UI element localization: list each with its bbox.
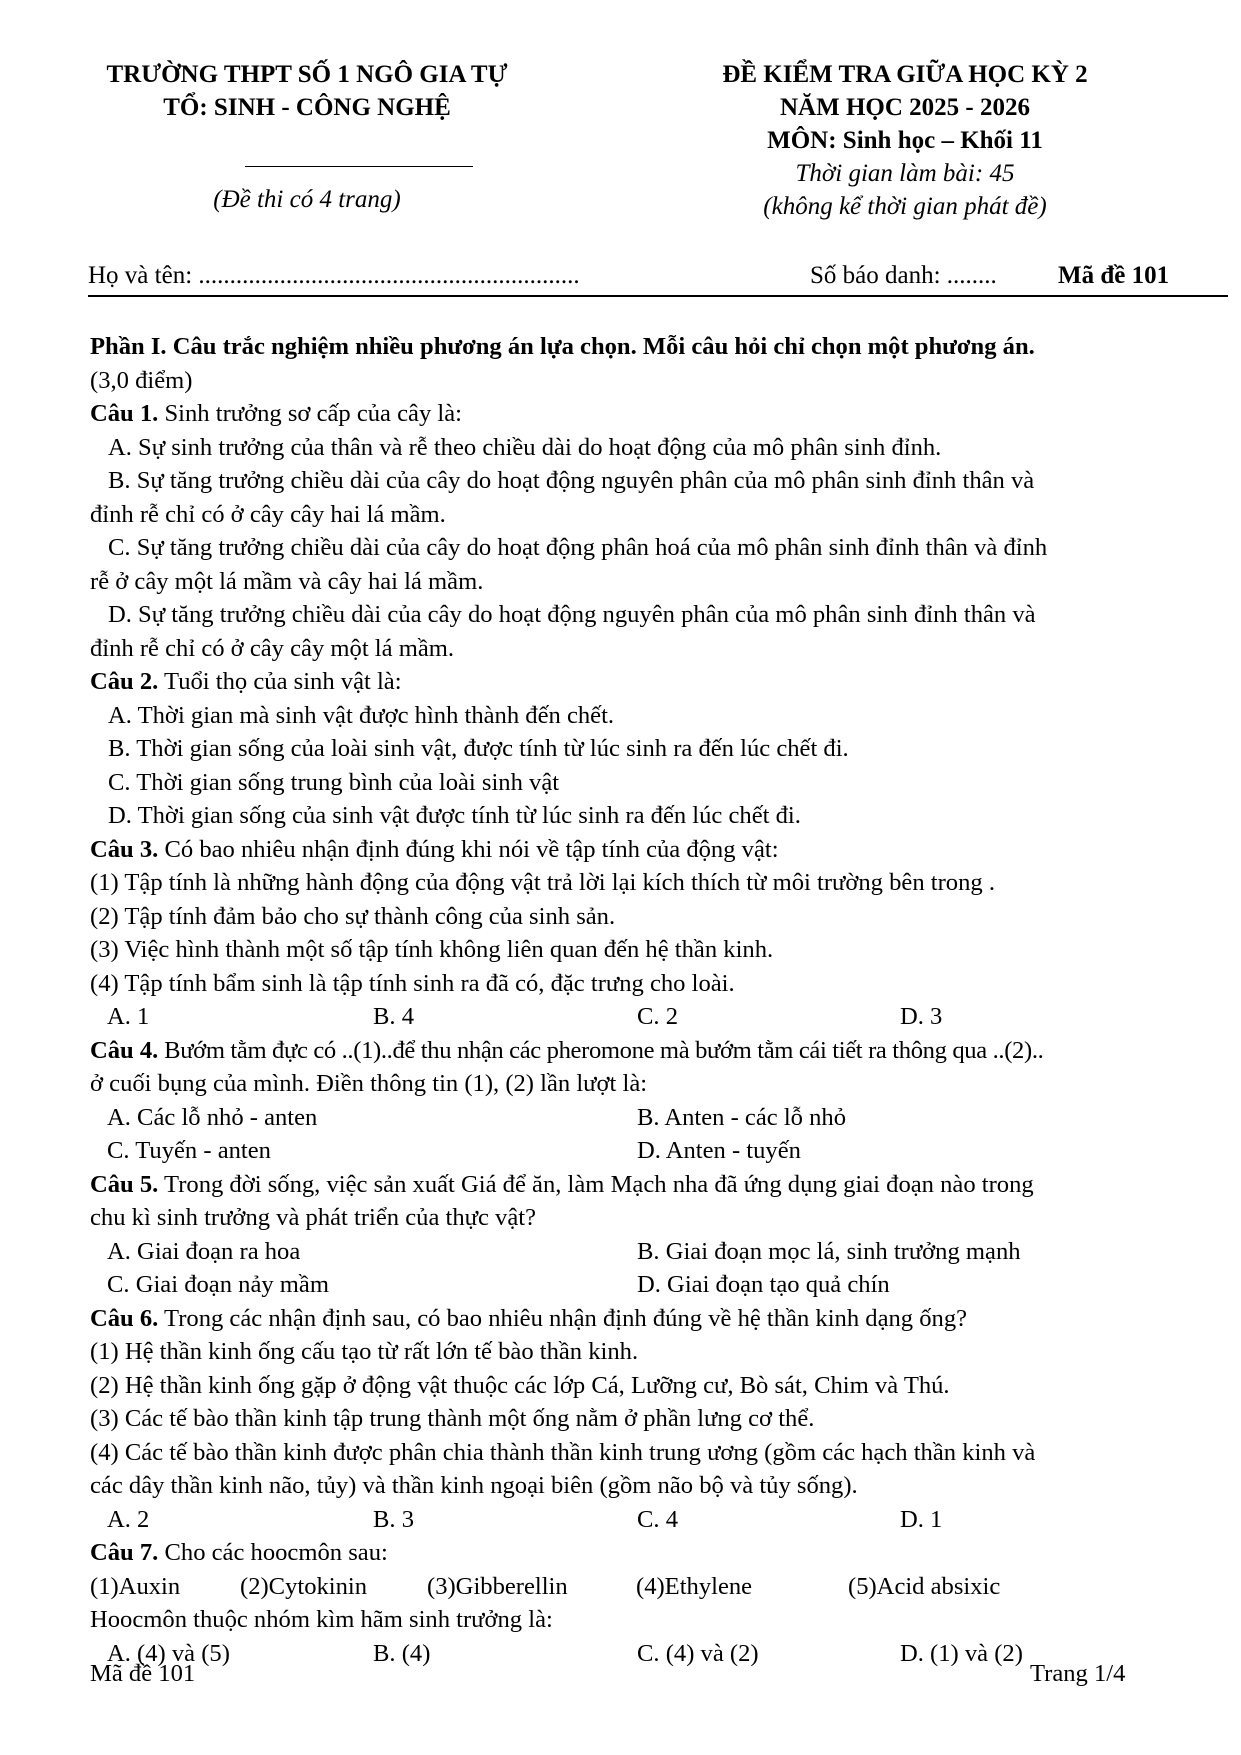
part-title: Phần I. Câu trắc nghiệm nhiều phương án lựa chọn. Mỗi câu hỏi chỉ chọn một phương án. <box>90 333 1035 360</box>
option-d: D. Sự tăng trưởng chiều dài của cây do hoạt động nguyên phân của mô phân sinh đỉnh thân và <box>108 601 1036 628</box>
option-b: B. Sự tăng trưởng chiều dài của cây do hoạt động nguyên phân của mô phân sinh đỉnh thân và <box>108 467 1035 494</box>
options-row <box>90 1235 1146 1269</box>
header-divider <box>245 166 473 167</box>
question-label: Câu 7. <box>90 1539 159 1566</box>
question-1 <box>90 397 1146 431</box>
info-divider <box>88 295 1228 297</box>
question-text-cont: chu kì sinh trưởng và phát triển của thực vật? <box>90 1204 537 1231</box>
options-row <box>90 1503 1146 1537</box>
option-c: C. (4) và (2) <box>637 1639 759 1667</box>
school-header <box>72 58 542 124</box>
hormone-list <box>90 1570 1146 1604</box>
option-d: D. (1) và (2) <box>900 1639 1023 1667</box>
options-row <box>90 1268 1146 1302</box>
option-b: B. Anten - các lỗ nhỏ <box>637 1103 846 1131</box>
option-a: A. Sự sinh trưởng của thân và rễ theo chiều dài do hoạt động của mô phân sinh đỉnh. <box>108 433 942 461</box>
statement-4-cont: các dây thần kinh não, tủy) và thần kinh ngoại biên (gồm não bộ và tủy sống). <box>90 1472 858 1499</box>
statement-2: (2) Tập tính đảm bảo cho sự thành công của sinh sản. <box>90 902 616 930</box>
part-points: (3,0 điểm) <box>90 366 193 394</box>
option-c: C. Sự tăng trưởng chiều dài của cây do hoạt động phân hoá của mô phân sinh đỉnh thân và đỉnh <box>108 534 1048 561</box>
duration: Thời gian làm bài: 45 <box>795 160 1015 187</box>
options-row <box>90 1637 1146 1671</box>
hormone-item: (1)Auxin <box>90 1572 181 1600</box>
question-text: Cho các hoocmôn sau: <box>158 1539 388 1566</box>
option-b: B. Giai đoạn mọc lá, sinh trưởng mạnh <box>637 1237 1021 1265</box>
options-row <box>90 1101 1146 1135</box>
option-d: D. 3 <box>900 1003 943 1030</box>
option-a: A. Các lỗ nhỏ - anten <box>107 1103 318 1131</box>
hormone-item: (5)Acid absixic <box>848 1572 1001 1600</box>
option-b: B. (4) <box>373 1639 431 1667</box>
footer-exam-code: Mã đề 101 <box>90 1660 196 1687</box>
option-d: D. Thời gian sống của sinh vật được tính từ lúc sinh ra đến lúc chết đi. <box>108 802 801 829</box>
exam-code: Mã đề 101 <box>1058 262 1170 289</box>
option-c-cont: rễ ở cây một lá mầm và cây hai lá mầm. <box>90 567 484 595</box>
student-info-row <box>88 262 1228 296</box>
option-c: C. 4 <box>637 1505 678 1533</box>
option-b-cont: đỉnh rễ chỉ có ở cây cây hai lá mầm. <box>90 500 446 528</box>
question-3 <box>90 833 1146 867</box>
question-2 <box>90 665 1146 699</box>
option-d: D. Giai đoạn tạo quả chín <box>637 1271 890 1298</box>
question-label: Câu 1. <box>90 400 159 427</box>
subject: MÔN: Sinh học – Khối 11 <box>767 127 1043 154</box>
option-c: C. Tuyến - anten <box>107 1137 271 1164</box>
statement-4: (4) Các tế bào thần kinh được phân chia thành thần kinh trung ương (gồm các hạch thần kinh và <box>90 1438 1036 1466</box>
statement-2: (2) Hệ thần kinh ống gặp ở động vật thuộc các lớp Cá, Lưỡng cư, Bò sát, Chim và Thú. <box>90 1371 950 1399</box>
question-7 <box>90 1536 1146 1570</box>
hormone-item: (3)Gibberellin <box>427 1572 568 1600</box>
question-label: Câu 3. <box>90 835 159 863</box>
statement-3: (3) Các tế bào thần kinh tập trung thành một ống nằm ở phần lưng cơ thể. <box>90 1405 815 1432</box>
question-text: Sinh trưởng sơ cấp của cây là: <box>158 400 462 427</box>
question-label: Câu 4. <box>90 1036 159 1064</box>
duration-note: (không kể thời gian phát đề) <box>763 193 1047 220</box>
option-a: A. 2 <box>107 1505 150 1533</box>
question-label: Câu 2. <box>90 668 159 695</box>
option-c: C. Thời gian sống trung bình của loài sinh vật <box>108 768 560 796</box>
hormone-item: (4)Ethylene <box>636 1572 753 1600</box>
question-label: Câu 6. <box>90 1304 159 1332</box>
option-d: D. Anten - tuyến <box>637 1137 801 1164</box>
page-count-note: (Đề thi có 4 trang) <box>213 186 401 213</box>
options-row <box>90 1134 1146 1168</box>
hormone-item: (2)Cytokinin <box>240 1572 368 1600</box>
question-text: Trong đời sống, việc sản xuất Giá để ăn, làm Mạch nha đã ứng dụng giai đoạn nào trong <box>158 1170 1034 1198</box>
statement-3: (3) Việc hình thành một số tập tính không liên quan đến hệ thần kinh. <box>90 936 774 963</box>
statement-1: (1) Tập tính là những hành động của động vật trả lời lại kích thích từ môi trường bên trong . <box>90 869 995 896</box>
question-5 <box>90 1168 1146 1202</box>
question-text: Tuổi thọ của sinh vật là: <box>158 668 402 695</box>
exam-content <box>90 330 1146 1670</box>
department-name: TỔ: SINH - CÔNG NGHỆ <box>163 94 451 121</box>
question-text: Có bao nhiêu nhận định đúng khi nói về tập tính của động vật: <box>158 835 779 863</box>
option-a: A. (4) và (5) <box>107 1639 230 1667</box>
footer-page-number: Trang 1/4 <box>1030 1660 1126 1687</box>
question-4 <box>90 1034 1146 1068</box>
question-ask: Hoocmôn thuộc nhóm kìm hãm sinh trưởng là: <box>90 1606 553 1633</box>
question-6 <box>90 1302 1146 1336</box>
option-b: B. 4 <box>373 1003 414 1030</box>
exam-header <box>665 58 1145 223</box>
exam-title: ĐỀ KIỂM TRA GIỮA HỌC KỲ 2 <box>722 61 1088 88</box>
school-name: TRƯỜNG THPT SỐ 1 NGÔ GIA TỰ <box>106 61 508 88</box>
options-row <box>90 1000 1146 1034</box>
school-year: NĂM HỌC 2025 - 2026 <box>780 94 1030 121</box>
question-text-cont: ở cuối bụng của mình. Điền thông tin (1), (2) lần lượt là: <box>90 1070 648 1097</box>
option-a: A. Giai đoạn ra hoa <box>107 1237 301 1265</box>
student-name-field: Họ và tên: ............................................................. <box>88 262 580 289</box>
option-a: A. 1 <box>107 1003 150 1030</box>
question-text: Bướm tằm đực có ..(1)..để thu nhận các pheromone mà bướm tằm cái tiết ra thông qua ..(2).. <box>158 1036 1044 1064</box>
option-a: A. Thời gian mà sinh vật được hình thành đến chết. <box>108 701 615 729</box>
question-text: Trong các nhận định sau, có bao nhiêu nhận định đúng về hệ thần kinh dạng ống? <box>158 1304 968 1332</box>
option-b: B. 3 <box>373 1505 414 1533</box>
option-d-cont: đỉnh rễ chỉ có ở cây cây một lá mầm. <box>90 634 455 662</box>
option-c: C. Giai đoạn nảy mầm <box>107 1271 329 1298</box>
option-d: D. 1 <box>900 1505 943 1533</box>
statement-1: (1) Hệ thần kinh ống cấu tạo từ rất lớn tế bào thần kinh. <box>90 1338 639 1365</box>
candidate-number-field: Số báo danh: ........ <box>810 262 997 289</box>
question-label: Câu 5. <box>90 1170 159 1198</box>
option-c: C. 2 <box>637 1003 678 1030</box>
option-b: B. Thời gian sống của loài sinh vật, được tính từ lúc sinh ra đến lúc chết đi. <box>108 735 849 762</box>
statement-4: (4) Tập tính bẩm sinh là tập tính sinh ra đã có, đặc trưng cho loài. <box>90 969 735 997</box>
